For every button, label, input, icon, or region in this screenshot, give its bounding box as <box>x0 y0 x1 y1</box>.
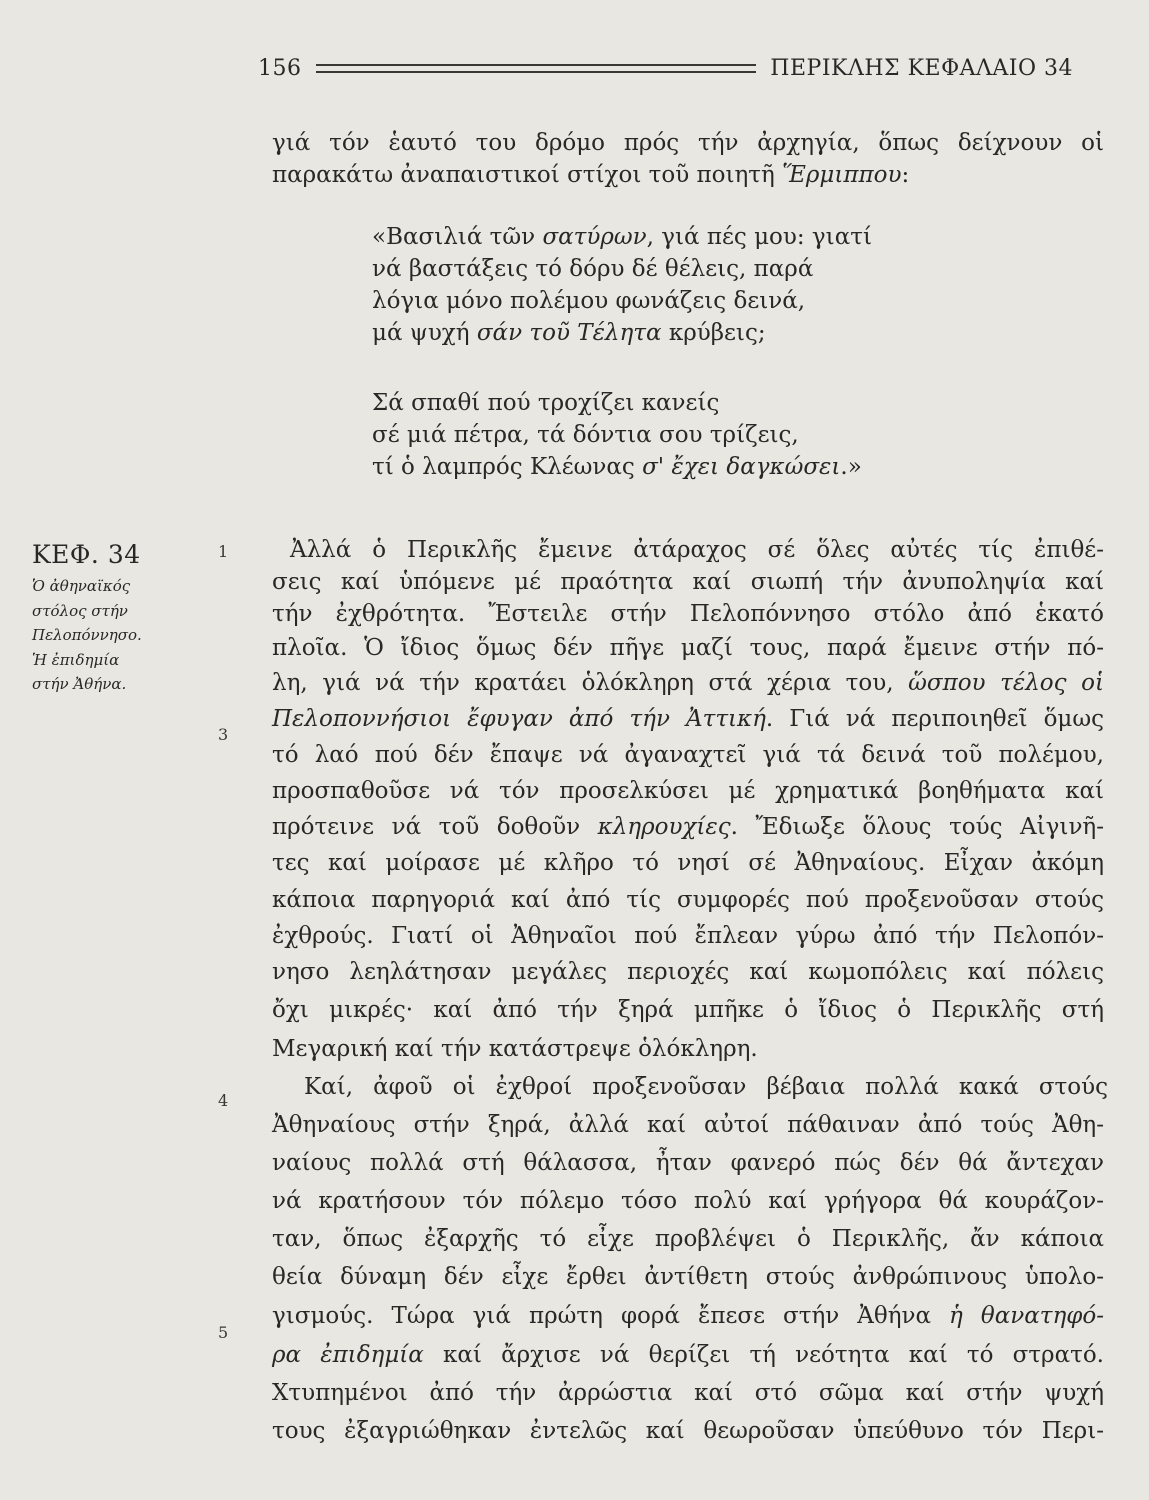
intro-text: παρακάτω ἀναπαιστικοί στίχοι τοῦ ποιητῆ <box>272 162 783 188</box>
verse-text: .» <box>840 454 862 480</box>
body-italic: Πελοποννήσιοι ἔφυγαν ἀπό τήν Ἀττική <box>272 706 766 732</box>
body-line: κάποια παρηγοριά καί ἀπό τίς συμφορές πού προξενοῦσαν στούς <box>272 887 1104 913</box>
body-line: ὄχι μικρές· καί ἀπό τήν ξηρά μπῆκε ὁ ἴδιος ὁ Περικλῆς στή <box>272 997 1104 1023</box>
body-line: νά κρατήσουν τόν πόλεμο τόσο πολύ καί γρήγορα θά κουράζον- <box>272 1188 1104 1214</box>
poem-verse <box>372 318 766 348</box>
chapter-heading: ΚΕΦ. 34 <box>32 540 141 569</box>
poet-name: Ἕρμιππου <box>782 162 902 188</box>
poem-verse: Σά σπαθί πού τροχίζει κανείς <box>372 390 720 416</box>
body-italic: ἡ θανατηφό- <box>949 1303 1104 1329</box>
body-line <box>272 704 1104 734</box>
intro-colon: : <box>901 162 910 188</box>
body-line: τό λαό πού δέν ἔπαψε νά ἀγαναχτεῖ γιά τά δεινά τοῦ πολέμου, <box>272 742 1104 768</box>
section-number: 1 <box>218 542 229 561</box>
body-text: πρότεινε νά τοῦ δοθοῦν <box>272 814 598 840</box>
body-italic: κληρουχίες <box>597 814 731 840</box>
body-line: σεις καί ὑπόμενε μέ πραότητα καί σιωπή τήν ἀνυποληψία καί <box>272 569 1104 595</box>
body-line: Μεγαρική καί τήν κατάστρεψε ὁλόκληρη. <box>272 1036 758 1062</box>
poem-verse: σέ μιά πέτρα, τά δόντια σου τρίζεις, <box>372 422 799 448</box>
body-line: ταν, ὅπως ἐξαρχῆς τό εἶχε προβλέψει ὁ Περικλῆς, ἄν κάποια <box>272 1226 1104 1252</box>
body-italic: ὥσπου τέλος οἱ <box>908 670 1104 696</box>
running-title: ΠΕΡΙΚΛΗΣ ΚΕΦΑΛΑΙΟ 34 <box>770 55 1073 81</box>
caption-line: Ὁ ἀθηναϊκός <box>32 577 131 595</box>
caption-line: Ἡ ἐπιδημία <box>32 650 120 669</box>
body-line <box>272 1301 1104 1331</box>
body-text: γισμούς. Τώρα γιά πρώτη φορά ἔπεσε στήν Ἀθήνα <box>272 1303 950 1329</box>
body-text: . Γιά νά περιποιηθεῖ ὅμως <box>765 706 1104 732</box>
header-rule <box>316 64 757 73</box>
body-italic: ρα ἐπιδημία <box>272 1342 424 1368</box>
body-line: τες καί μοίρασε μέ κλῆρο τό νησί σέ Ἀθηναίους. Εἶχαν ἀκόμη <box>272 850 1104 876</box>
caption-line: στόλος στήν <box>32 601 128 620</box>
verse-text: μά ψυχή <box>372 320 477 346</box>
chapter-caption <box>32 574 202 697</box>
poem-verse <box>372 222 872 252</box>
page-number: 156 <box>258 55 302 81</box>
body-text: καί ἄρχισε νά θερίζει τή νεότητα καί τό στρατό. <box>423 1342 1104 1368</box>
body-line: πλοῖα. Ὁ ἴδιος ὅμως δέν πῆγε μαζί τους, παρά ἔμεινε στήν πό- <box>272 635 1104 661</box>
body-line: προσπαθοῦσε νά τόν προσελκύσει μέ χρηματικά βοηθήματα καί <box>272 778 1104 804</box>
verse-text: «Βασιλιά τῶν <box>372 224 543 250</box>
verse-italic: σ' ἔχει δαγκώσει <box>642 454 841 480</box>
verse-text: , γιά πές μου: γιατί <box>646 224 872 250</box>
body-line: Ἀλλά ὁ Περικλῆς ἔμεινε ἀτάραχος σέ ὅλες αὐτές τίς ἐπιθέ- <box>290 537 1104 563</box>
intro-line <box>272 160 1104 190</box>
body-line: Καί, ἀφοῦ οἱ ἐχθροί προξενοῦσαν βέβαια πολλά κακά στούς <box>304 1074 1108 1100</box>
body-line: νησο λεηλάτησαν μεγάλες περιοχές καί κωμοπόλεις καί πόλεις <box>272 959 1104 985</box>
body-line: θεία δύναμη δέν εἶχε ἔρθει ἀντίθετη στούς ἀνθρώπινους ὑπολο- <box>272 1264 1104 1290</box>
poem-verse: νά βαστάξεις τό δόρυ δέ θέλεις, παρά <box>372 256 814 282</box>
verse-italic: σάν τοῦ Τέλητα <box>476 320 662 346</box>
running-header <box>258 48 1073 88</box>
body-line <box>272 1340 1104 1370</box>
verse-text: κρύβεις; <box>661 320 766 346</box>
intro-line: γιά τόν ἑαυτό του δρόμο πρός τήν ἀρχηγία, ὅπως δείχνουν οἱ <box>272 130 1104 156</box>
poem-verse: λόγια μόνο πολέμου φωνάζεις δεινά, <box>372 288 806 314</box>
caption-line: Πελοπόννησο. <box>32 626 142 644</box>
body-line: ναίους πολλά στή θάλασσα, ἦταν φανερό πώς δέν θά ἄντεχαν <box>272 1150 1104 1176</box>
verse-italic: σατύρων <box>542 224 647 250</box>
section-number: 5 <box>218 1323 229 1342</box>
body-line: Ἀθηναίους στήν ξηρά, ἀλλά καί αὐτοί πάθαιναν ἀπό τούς Ἀθη- <box>272 1112 1104 1138</box>
body-line: Χτυπημένοι ἀπό τήν ἀρρώστια καί στό σῶμα καί στήν ψυχή <box>272 1380 1104 1406</box>
body-line: τήν ἐχθρότητα. Ἔστειλε στήν Πελοπόννησο στόλο ἀπό ἑκατό <box>272 601 1104 627</box>
body-line <box>272 668 1104 698</box>
body-line: τους ἐξαγριώθηκαν ἐντελῶς καί θεωροῦσαν ὑπεύθυνο τόν Περι- <box>272 1418 1104 1444</box>
poem-verse <box>372 452 862 482</box>
section-number: 4 <box>218 1091 229 1110</box>
verse-text: τί ὁ λαμπρός Κλέωνας <box>372 454 643 480</box>
caption-line: στήν Ἀθήνα. <box>32 675 127 693</box>
body-line <box>272 812 1104 842</box>
body-text: λη, γιά νά τήν κρατάει ὁλόκληρη στά χέρια του, <box>272 670 909 696</box>
body-text: . Ἔδιωξε ὅλους τούς Αἰγινῆ- <box>730 814 1104 840</box>
section-number: 3 <box>218 725 229 744</box>
body-line: ἐχθρούς. Γιατί οἱ Ἀθηναῖοι πού ἔπλεαν γύρω ἀπό τήν Πελοπόν- <box>272 923 1104 949</box>
